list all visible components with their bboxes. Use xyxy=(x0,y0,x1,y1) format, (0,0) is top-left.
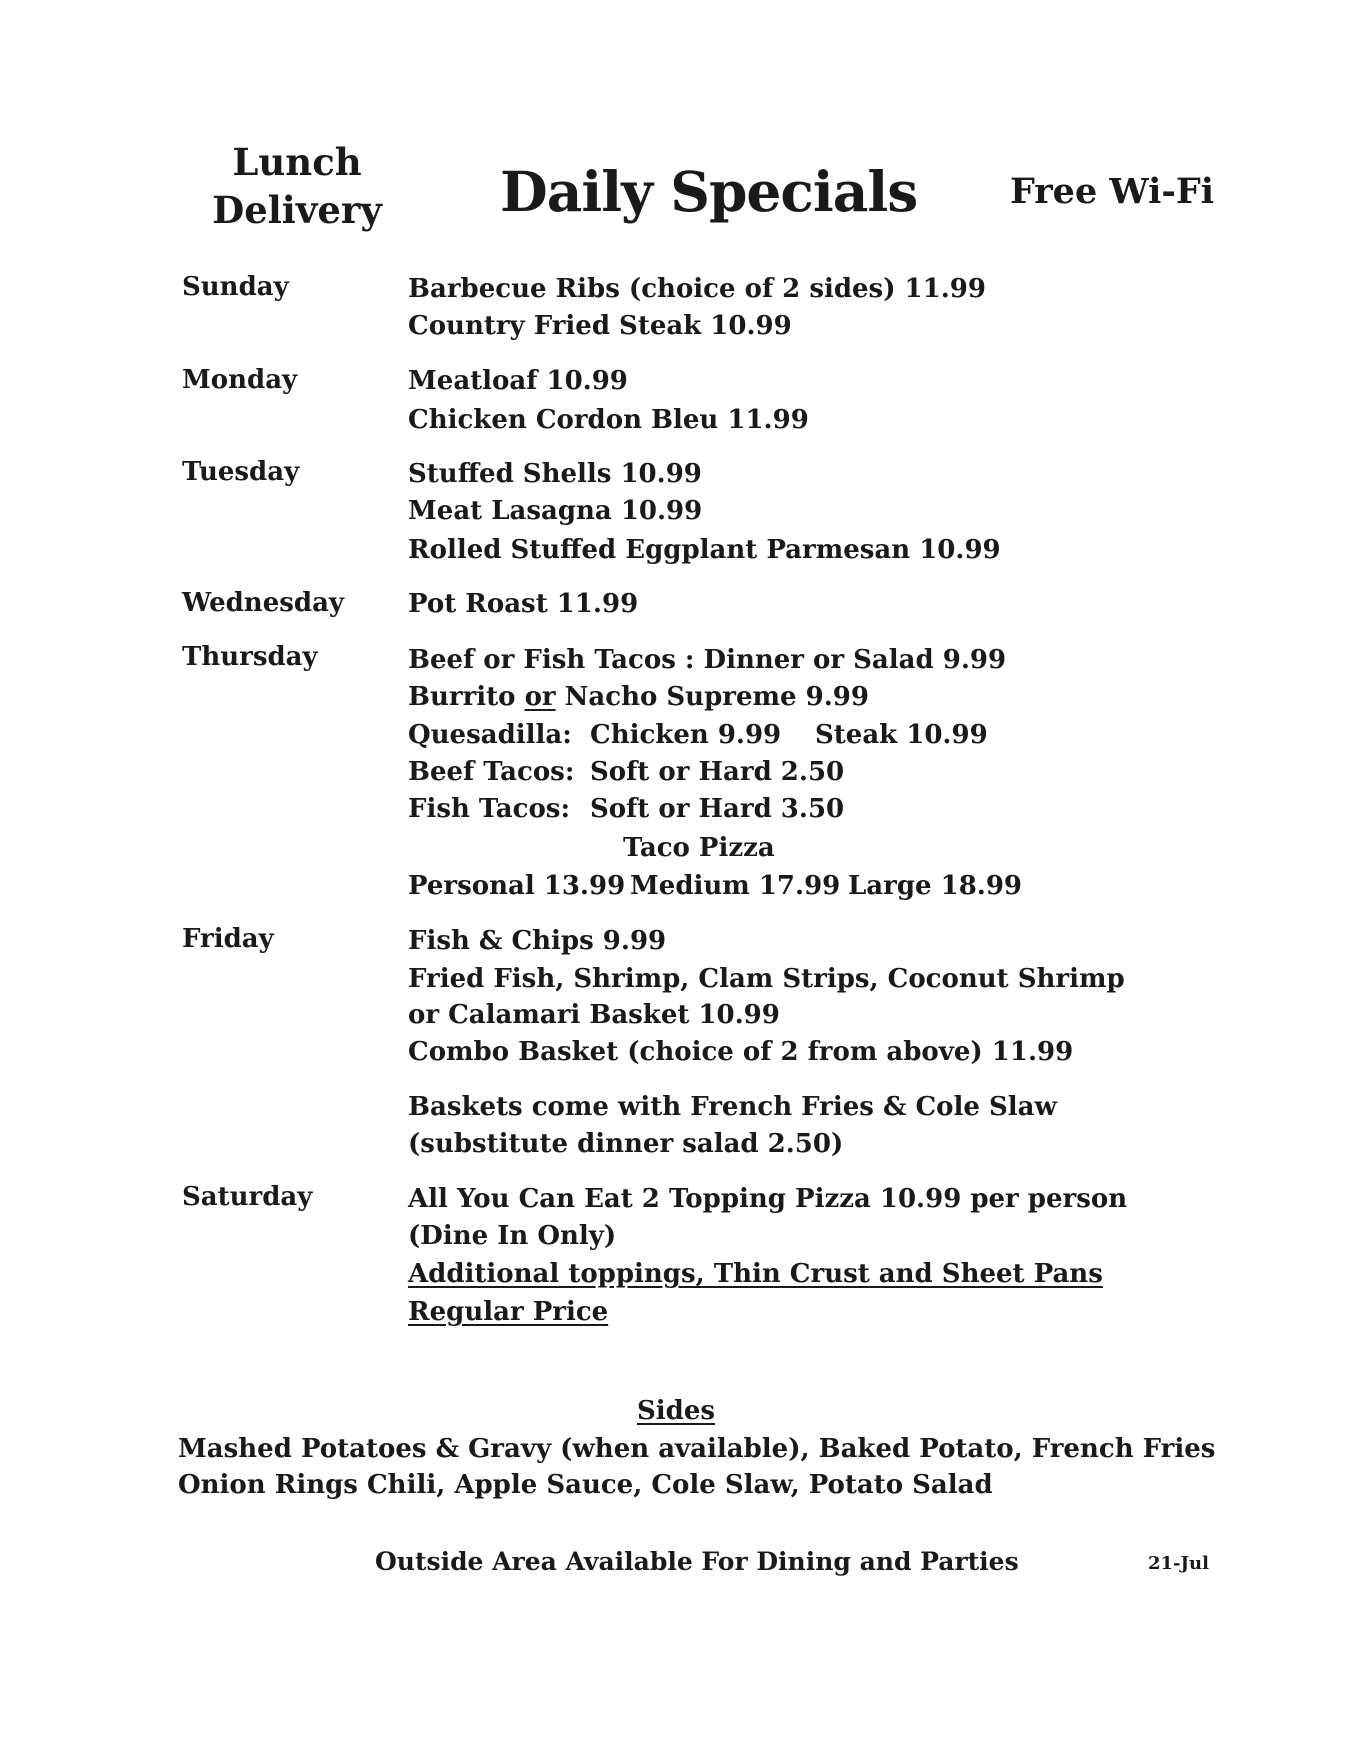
or-text: or xyxy=(524,682,556,712)
fish-tacos-label: Fish Tacos: xyxy=(408,794,571,824)
menu-item: Rolled Stuffed Eggplant Parmesan 10.99 xyxy=(408,535,1001,565)
menu-item: Combo Basket (choice of 2 from above) 11.99 xyxy=(408,1037,1074,1067)
page-title: Daily Specials xyxy=(500,159,918,224)
day-label-saturday: Saturday xyxy=(182,1182,313,1212)
day-label-thursday: Thursday xyxy=(182,642,318,672)
quesadilla-steak-price: Steak 10.99 xyxy=(815,720,988,750)
day-label-tuesday: Tuesday xyxy=(182,457,300,487)
burrito-text: Burrito xyxy=(408,682,525,712)
sides-list: Onion Rings Chili, Apple Sauce, Cole Slaw, Potato Salad xyxy=(178,1470,993,1500)
menu-note: (substitute dinner salad 2.50) xyxy=(408,1129,844,1159)
menu-item: Fish & Chips 9.99 xyxy=(408,926,667,956)
lunch-delivery-heading xyxy=(212,138,382,234)
menu-item: Pot Roast 11.99 xyxy=(408,589,639,619)
beef-tacos-price: Soft or Hard 2.50 xyxy=(590,757,845,787)
day-label-wednesday: Wednesday xyxy=(182,588,345,618)
taco-pizza-title: Taco Pizza xyxy=(623,833,775,863)
day-label-monday: Monday xyxy=(182,365,298,395)
day-label-friday: Friday xyxy=(182,924,274,954)
menu-note: Additional toppings, Thin Crust and Sheet Pans xyxy=(408,1259,1103,1289)
menu-item xyxy=(408,682,869,712)
fish-tacos-price: Soft or Hard 3.50 xyxy=(590,794,845,824)
free-wifi-heading: Free Wi-Fi xyxy=(1010,171,1215,212)
quesadilla-chicken-price: Chicken 9.99 xyxy=(590,720,782,750)
menu-note: Regular Price xyxy=(408,1297,609,1327)
menu-item: Fried Fish, Shrimp, Clam Strips, Coconut Shrimp xyxy=(408,964,1125,994)
menu-item: Country Fried Steak 10.99 xyxy=(408,311,792,341)
menu-note: (Dine In Only) xyxy=(408,1221,617,1251)
sides-list: Mashed Potatoes & Gravy (when available), Baked Potato, French Fries xyxy=(178,1434,1216,1464)
menu-item: Beef or Fish Tacos : Dinner or Salad 9.99 xyxy=(408,645,1007,675)
taco-pizza-medium: Medium 17.99 xyxy=(630,871,841,901)
menu-item: Meatloaf 10.99 xyxy=(408,366,628,396)
menu-item: All You Can Eat 2 Topping Pizza 10.99 per person xyxy=(408,1184,1128,1214)
quesadilla-label: Quesadilla: xyxy=(408,720,572,750)
menu-date: 21-Jul xyxy=(1148,1553,1209,1574)
sides-heading: Sides xyxy=(636,1396,715,1426)
nacho-text: Nacho Supreme 9.99 xyxy=(555,682,869,712)
menu-item: Barbecue Ribs (choice of 2 sides) 11.99 xyxy=(408,274,986,304)
beef-tacos-label: Beef Tacos: xyxy=(408,757,575,787)
day-label-sunday: Sunday xyxy=(182,272,289,302)
menu-item: Stuffed Shells 10.99 xyxy=(408,459,702,489)
lunch-label: Lunch xyxy=(232,140,362,184)
menu-note: Baskets come with French Fries & Cole Slaw xyxy=(408,1092,1057,1122)
taco-pizza-large: Large 18.99 xyxy=(848,871,1023,901)
menu-item: or Calamari Basket 10.99 xyxy=(408,1000,780,1030)
menu-item: Chicken Cordon Bleu 11.99 xyxy=(408,405,809,435)
outside-area-note: Outside Area Available For Dining and Parties xyxy=(375,1547,1019,1576)
menu-item: Meat Lasagna 10.99 xyxy=(408,496,703,526)
delivery-label: Delivery xyxy=(212,188,382,232)
taco-pizza-personal: Personal 13.99 xyxy=(408,871,626,901)
